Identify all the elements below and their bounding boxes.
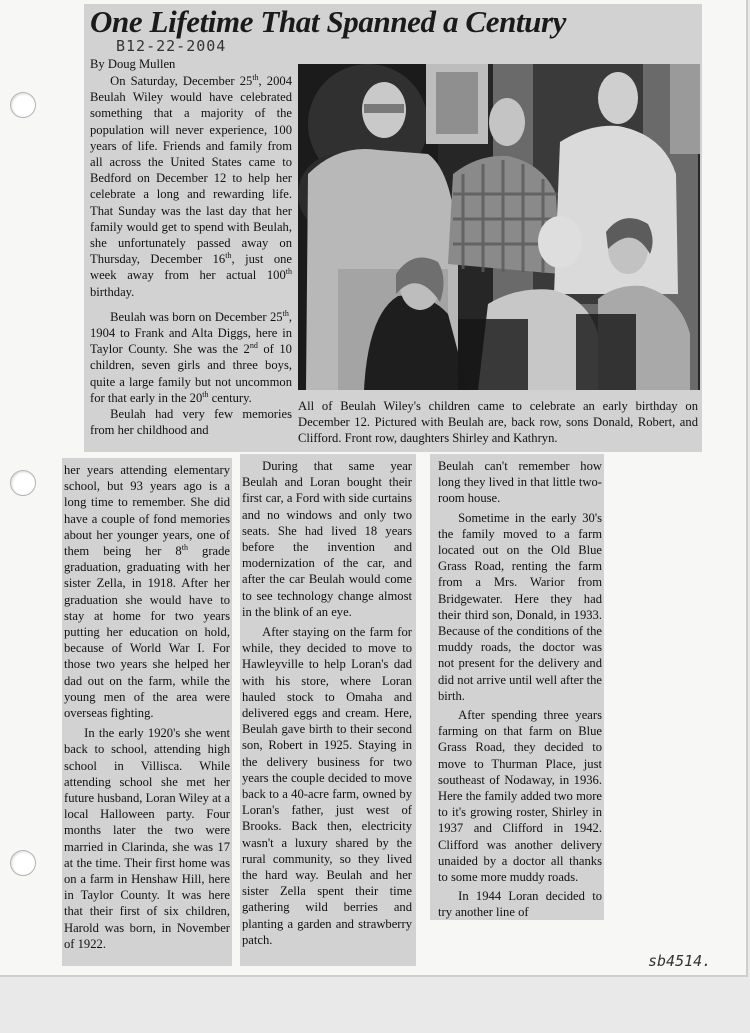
column-paragraph: her years attending elementary school, but 93 years ago is a long time to remember. She did have a couple of fond memories about her younger years, one of them being her 8th grade graduation, graduating with her sister Zella, in 1918. After her graduation she would have to stay at home for two years putting her education on hold, because of World War I. For those two years she helped her dad out on the farm, while the young men of the area were overseas fighting.: [64, 463, 230, 721]
byline: By Doug Mullen: [90, 57, 176, 71]
family-photo: [298, 64, 700, 390]
intro-paragraph: Beulah was born on December 25th, 1904 to Frank and Alta Diggs, here in Taylor County. She was the 2nd of 10 children, seven girls and three boys, quite a large family but not uncommon for that early in the 20th century.: [90, 308, 292, 405]
binder-hole-middle: [10, 470, 36, 496]
binder-hole-bottom: [10, 850, 36, 876]
column-paragraph: In the early 1920's she went back to school, attending high school in Villisca. While attending school she met her future husband, Loran Wiley at a local Halloween party. Four months later the two were married in Clarinda, she was 17 at the time. Their first home was on a farm in Henshaw Hill, here in Taylor County. It was here that their first of six children, Harold was born, in November of 1922.: [64, 726, 230, 951]
column-paragraph: Beulah can't remember how long they lived in that little two-room house.: [438, 459, 602, 506]
article-column-1: [62, 458, 232, 966]
article-column-2: [240, 454, 416, 966]
column-paragraph: In 1944 Loran decided to try another line of: [438, 889, 602, 920]
intro-paragraph: On Saturday, December 25th, 2004 Beulah Wiley would have celebrated something that a majority of the population will never experience, 100 years of life. Friends and family from all across the United States came to Bedford on December 12 to help her celebrate a long and rewarding life. That Sunday was the last day that her family would get to spend with Beulah, she unfortunately passed away on Thursday, December 16th, just one week away from her actual 100th birthday.: [90, 72, 292, 299]
intro-paragraph: Beulah had very few memories from her childhood and: [90, 407, 292, 438]
column-paragraph: After staying on the farm for while, they decided to move to Hawleyville to help Loran's dad with his store, where Loran hauled stock to Omaha and delivered eggs and cream. Here, Beulah gave birth to their second son, Robert in 1925. Staying in the delivery business for two years the couple decided to move back to a 40-acre farm, owned by Loran's father, just west of Brooks. Back then, electricity wasn't a luxury shared by the rural community, so they lived the hard way. Beulah and her sister Zella spent their time gathering wild berries and planting a garden and strawberry patch.: [242, 625, 412, 947]
column-paragraph: During that same year Beulah and Loran bought their first car, a Ford with side curtains and no windows and only two seats. She had lived 18 years before the invention and modernization of the car, and after the car Beulah would come to see technology change almost in the blink of an eye.: [242, 459, 412, 619]
photo-caption: All of Beulah Wiley's children came to celebrate an early birthday on December 12. Pictured with Beulah are, back row, sons Donald, Robert, and Clifford. Front row, daughters Shirley and Kathryn.: [298, 399, 698, 445]
column-paragraph: Sometime in the early 30's the family moved to a farm located out on the Old Blue Grass Road, renting the farm from a Mrs. Warior from Bridgewater. Here they had their third son, Donald, in 1933. Because of the conditions of the muddy roads, the doctor was not present for the delivery and did not arrive until well after the birth.: [438, 510, 602, 703]
intro-column: [90, 73, 292, 438]
family-photo-illustration: [298, 64, 700, 390]
column-paragraph: After spending three years farming on that farm on Blue Grass Road, they decided to move to Thurman Place, just southeast of Nodaway, in 1936. Here the family added two more to it's growing roster, Shirley in 1937 and Clifford in 1942. Clifford was another delivery unaided by a doctor all thanks to some more muddy roads.: [438, 708, 602, 885]
headline: One Lifetime That Spanned a Century: [90, 4, 566, 39]
handwritten-date: B12-22-2004: [116, 37, 227, 55]
archive-tag: sb4514.: [648, 952, 712, 970]
binder-hole-top: [10, 92, 36, 118]
article-column-3: [430, 454, 604, 920]
